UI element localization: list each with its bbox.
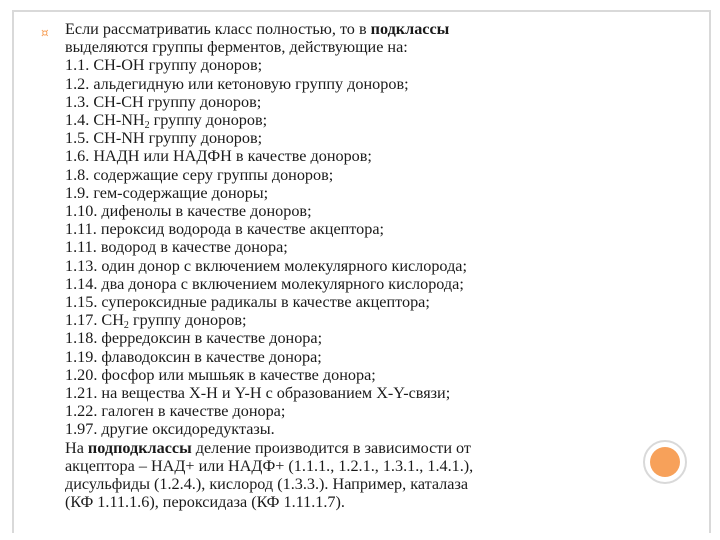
circle-bullet-icon: ¤ — [41, 26, 49, 40]
subscript: 2 — [144, 120, 150, 132]
outro-line-4: (КФ 1.11.1.6), пероксидаза (КФ 1.11.1.7). — [65, 493, 345, 512]
intro-text: Если рассматриватиь класс полностью, то в — [65, 20, 371, 38]
top-divider — [12, 10, 711, 12]
intro-line-2: выделяются группы ферментов, действующие на: — [65, 38, 408, 57]
list-item: 1.15. супероксидные радикалы в качестве акцептора; — [65, 293, 430, 312]
intro-line-1 — [65, 20, 625, 38]
outro-line-3: дисульфиды (1.2.4.), кислород (1.3.3.). Например, каталаза — [65, 475, 469, 494]
list-item-text: 1.17. CH — [65, 311, 124, 330]
outro-bold-term: подподклассы — [87, 438, 192, 457]
list-item: 1.10. дифенолы в качестве доноров; — [65, 202, 312, 221]
decorative-dot-icon — [650, 447, 680, 477]
list-item: 1.1. CH-OH группу доноров; — [65, 56, 263, 75]
list-item: 1.18. ферредоксин в качестве донора; — [65, 329, 323, 348]
list-item: 1.11. водород в качестве донора; — [65, 238, 288, 257]
list-item: 1.8. содержащие серу группы доноров; — [65, 165, 334, 184]
outro-line-1 — [65, 439, 625, 457]
list-item: 1.97. другие оксидоредуктазы. — [65, 420, 275, 439]
enzyme-group-list — [65, 56, 625, 438]
list-item-text: группу доноров; — [149, 111, 268, 130]
list-item: 1.6. НАДН или НАДФН в качестве доноров; — [65, 147, 372, 166]
subscript: 2 — [123, 320, 129, 332]
list-item: 1.9. гем-содержащие доноры; — [65, 183, 269, 202]
list-item: 1.3. CH-CH группу доноров; — [65, 92, 262, 111]
list-item: 1.22. галоген в качестве донора; — [65, 402, 286, 421]
list-item-text: 1.4. CH-NH — [65, 111, 145, 130]
outro-text-start: На — [65, 438, 88, 457]
list-item: 1.19. флаводоксин в качестве донора; — [65, 347, 322, 366]
list-item — [65, 111, 625, 132]
list-item: 1.2. альдегидную или кетоновую группу доноров; — [65, 74, 409, 93]
list-item: 1.21. на вещества X-H и Y-H с образованием X-Y-связи; — [65, 384, 451, 403]
list-item: 1.11. пероксид водорода в качестве акцептора; — [65, 220, 385, 239]
list-item: 1.13. один донор с включением молекулярного кислорода; — [65, 256, 467, 275]
outro-line-2: акцептора – НАД+ или НАДФ+ (1.1.1., 1.2.1., 1.3.1., 1.4.1.), — [65, 456, 474, 475]
intro-bold-term: подклассы — [370, 20, 450, 38]
list-item: 1.20. фосфор или мышьяк в качестве донора; — [65, 365, 376, 384]
list-item-text: группу доноров; — [128, 311, 247, 330]
slide-body-text — [65, 20, 625, 511]
list-item: 1.14. два донора с включением молекулярного кислорода; — [65, 274, 464, 293]
list-item: 1.5. CH-NH группу доноров; — [65, 129, 263, 148]
list-item — [65, 311, 625, 332]
outro-text-end: деление производится в зависимости от — [191, 438, 472, 457]
